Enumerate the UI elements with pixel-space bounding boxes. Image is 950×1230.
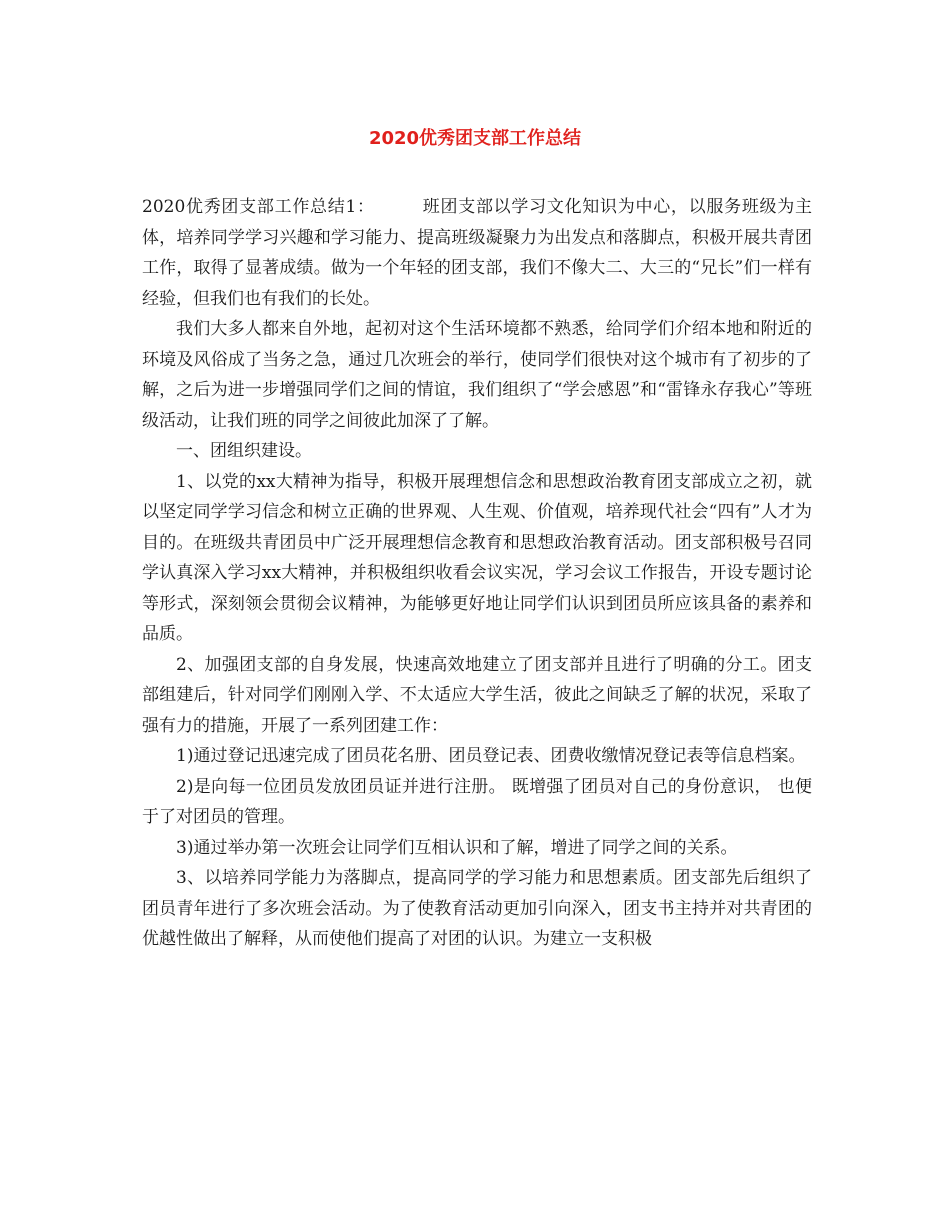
paragraph: 3、以培养同学能力为落脚点，提高同学的学习能力和思想素质。团支部先后组织了团员青年进行了多次班会活动。为了使教育活动更加引向深入，团支书主持并对共青团的优越性做出了解释，从而使他们提高了对团的认识。为建立一支积极 [142,868,812,949]
document-body [142,192,812,955]
intro-paragraph [142,192,812,314]
paragraph: 1、以党的xx大精神为指导，积极开展理想信念和思想政治教育团支部成立之初，就以坚定同学学习信念和树立正确的世界观、人生观、价值观，培养现代社会“四有”人才为目的。在班级共青团员中广泛开展理想信念教育和思想政治教育活动。团支部积极号召同学认真深入学习xx大精神，并积极组织收看会议实况，学习会议工作报告，开设专题讨论等形式，深刻领会贯彻会议精神，为能够更好地让同学们认识到团员所应该具备的素养和品质。 [142,471,812,644]
section-heading: 一、团组织建设。 [176,441,312,461]
list-item: 2)是向每一位团员发放团员证并进行注册。 既增强了团员对自己的身份意识， 也便于了对团员的管理。 [142,776,812,827]
document-title: 2020优秀团支部工作总结 [368,128,582,149]
list-item: 3)通过举办第一次班会让同学们互相认识和了解，增进了同学之间的关系。 [176,837,738,858]
intro-lead: 2020优秀团支部工作总结1： [142,197,375,217]
paragraph: 2、加强团支部的自身发展，快速高效地建立了团支部并且进行了明确的分工。团支部组建后，针对同学们刚刚入学、不太适应大学生活，彼此之间缺乏了解的状况，采取了强有力的措施，开展了一系列团建工作： [142,654,812,736]
list-item: 1)通过登记迅速完成了团员花名册、团员登记表、团费收缴情况登记表等信息档案。 [176,746,806,766]
paragraph: 我们大多人都来自外地，起初对这个生活环境都不熟悉，给同学们介绍本地和附近的环境及风俗成了当务之急，通过几次班会的举行，使同学们很快对这个城市有了初步的了解，之后为进一步增强同学们之间的情谊，我们组织了“学会感恩”和“雷锋永存我心”等班级活动，让我们班的同学之间彼此加深了了解。 [142,319,812,431]
intro-text: 班团支部以学习文化知识为中心，以服务班级为主体，培养同学学习兴趣和学习能力、提高班级凝聚力为出发点和落脚点，积极开展共青团工作，取得了显著成绩。做为一个年轻的团支部，我们不像大二、大三的“兄长”们一样有经验，但我们也有我们的长处。 [142,197,812,309]
